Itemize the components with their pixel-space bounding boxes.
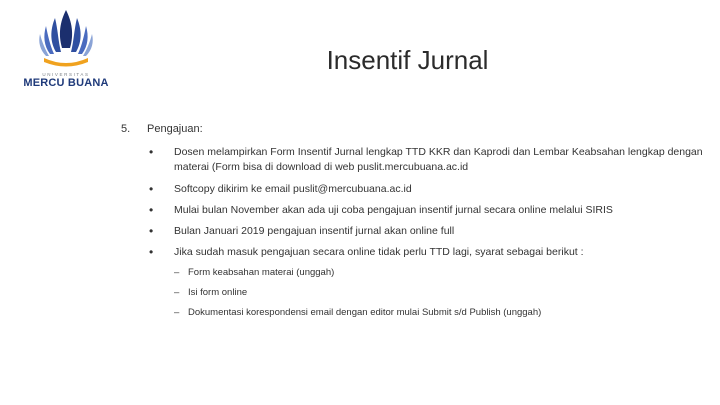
- dash-icon: –: [174, 267, 180, 278]
- bullet-icon: •: [149, 224, 154, 238]
- bullet-text: Mulai bulan November akan ada uji coba pengajuan insentif jurnal secara online melalui SIRIS: [174, 204, 613, 216]
- sub-item-text: Form keabsahan materai (unggah): [188, 267, 335, 278]
- bullet-text: Dosen melampirkan Form Insentif Jurnal lengkap TTD KKR dan Kaprodi dan Lembar Keabsahan lengkap dengan materai (Form bisa di download di web puslit.mercubuana.ac.id: [174, 146, 703, 173]
- slide-title: Insentif Jurnal: [326, 45, 489, 75]
- sub-item-text: Isi form online: [188, 287, 248, 298]
- bullet-icon: •: [149, 245, 154, 259]
- section-label: Pengajuan:: [147, 123, 203, 135]
- bullet-text: Softcopy dikirim ke email puslit@mercubuana.ac.id: [174, 183, 412, 195]
- logo-university-label: UNIVERSITAS: [42, 72, 90, 77]
- dash-icon: –: [174, 287, 180, 298]
- section-number: 5.: [121, 123, 131, 135]
- bullet-icon: •: [149, 182, 154, 196]
- bullet-icon: •: [149, 145, 154, 159]
- bullet-icon: •: [149, 203, 154, 217]
- sub-item-text: Dokumentasi korespondensi email dengan editor mulai Submit s/d Publish (unggah): [188, 307, 542, 318]
- dash-icon: –: [174, 307, 180, 318]
- bullet-text: Jika sudah masuk pengajuan secara online tidak perlu TTD lagi, syarat sebagai berikut :: [174, 246, 584, 258]
- bullet-text: Bulan Januari 2019 pengajuan insentif jurnal akan online full: [174, 225, 455, 237]
- logo-university-name: MERCU BUANA: [23, 77, 109, 89]
